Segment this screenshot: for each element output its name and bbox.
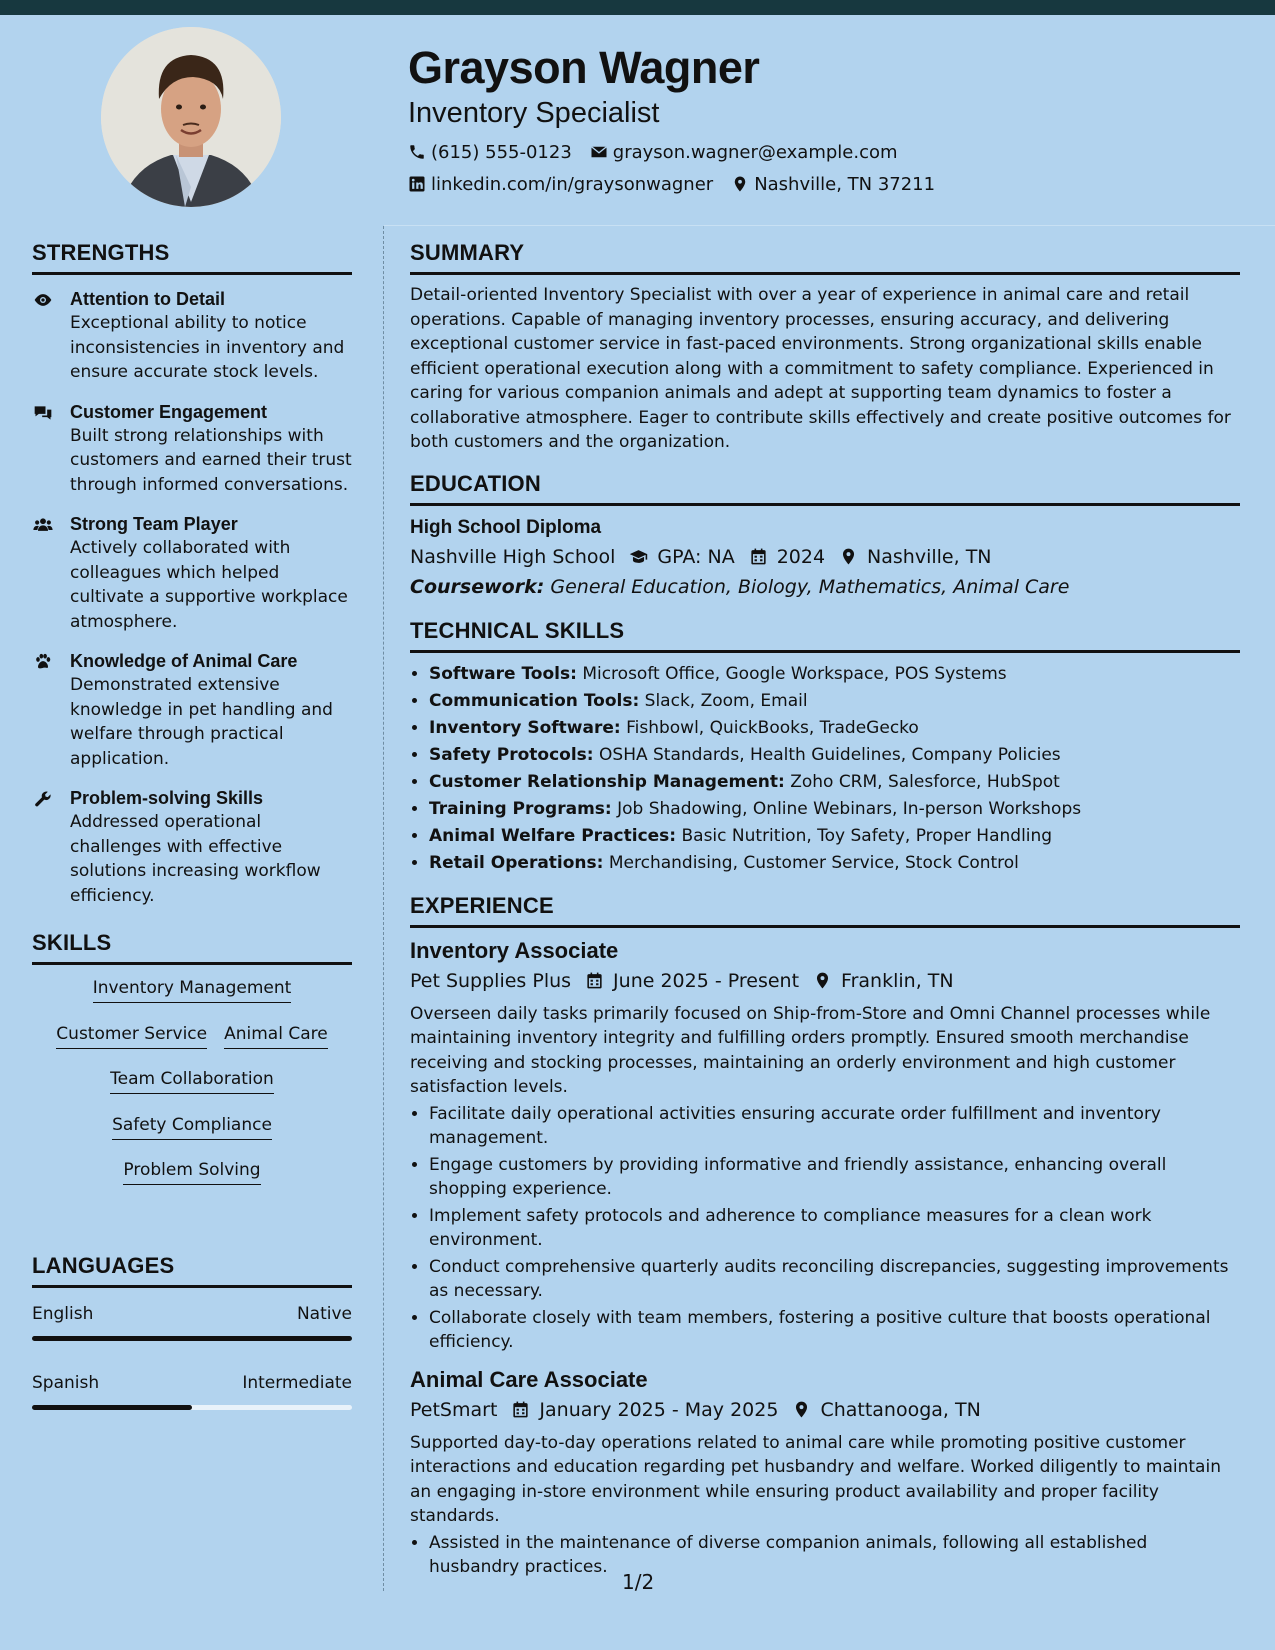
map-pin-icon xyxy=(792,1400,811,1419)
skill-tag: Animal Care xyxy=(224,1023,328,1049)
strength-desc: Demonstrated extensive knowledge in pet handling and welfare through practical application. xyxy=(70,675,333,769)
right-column xyxy=(410,240,1240,1582)
summary-text: Detail-oriented Inventory Specialist with over a year of experience in animal care and retail operations. Capable of managing inventory processes, ensuring accuracy, and delivering exceptional customer service in fast-paced environments. Strong organizational skills enable efficient operational execution along with a commitment to safety compliance. Experienced in caring for various companion animals and adept at supporting team dynamics to foster a collaborative atmosphere. Eager to contribute skills effectively and create positive outcomes for both customers and the organization. xyxy=(410,285,1231,452)
job-dates: January 2025 - May 2025 xyxy=(539,1398,779,1421)
list-item: • Implement safety protocols and adherence to compliance measures for a clean work environment. xyxy=(429,1204,1240,1253)
company-name: PetSmart xyxy=(410,1398,498,1421)
strength-item xyxy=(32,649,352,771)
list-item: • Assisted in the maintenance of diverse companion animals, following all established husbandry practices. xyxy=(429,1531,1240,1580)
skill-tag: Problem Solving xyxy=(123,1159,260,1185)
list-item: • Software Tools: Microsoft Office, Google Workspace, POS Systems xyxy=(429,661,1240,688)
summary-heading: SUMMARY xyxy=(410,240,1240,275)
coursework-text: General Education, Biology, Mathematics, Animal Care xyxy=(550,575,1070,598)
calendar-icon xyxy=(749,547,768,566)
strength-name: Attention to Detail xyxy=(70,289,225,309)
linkedin-contact xyxy=(408,174,713,195)
language-level: Intermediate xyxy=(242,1372,352,1393)
school-location: Nashville, TN xyxy=(867,545,992,568)
languages-heading: LANGUAGES xyxy=(32,1253,352,1288)
language-level: Native xyxy=(296,1303,352,1324)
language-item xyxy=(32,1302,352,1341)
strength-desc: Actively collaborated with colleagues which helped cultivate a supportive workplace atmosphere. xyxy=(70,538,348,632)
candidate-name: Grayson Wagner xyxy=(408,42,760,93)
phone-contact xyxy=(408,142,572,163)
paw-icon xyxy=(32,652,54,672)
envelope-icon xyxy=(590,143,608,161)
header-divider xyxy=(384,225,1275,226)
eye-icon xyxy=(32,290,54,310)
list-item: • Inventory Software: Fishbowl, QuickBooks, TradeGecko xyxy=(429,715,1240,742)
page-number: 1/2 xyxy=(622,1570,655,1594)
top-accent-bar xyxy=(0,0,1275,15)
job-bullets xyxy=(410,1102,1240,1355)
candidate-title: Inventory Specialist xyxy=(408,97,660,129)
job-meta xyxy=(410,966,1240,996)
school-name: Nashville High School xyxy=(410,545,616,568)
list-item: • Communication Tools: Slack, Zoom, Email xyxy=(429,688,1240,715)
map-pin-icon xyxy=(839,547,858,566)
list-item: • Engage customers by providing informative and friendly assistance, enhancing overall shopping experience. xyxy=(429,1153,1240,1202)
technical-skills-heading: TECHNICAL SKILLS xyxy=(410,618,1240,653)
skill-tag: Customer Service xyxy=(56,1023,207,1049)
strength-item xyxy=(32,287,352,385)
contact-row-1 xyxy=(408,136,1248,168)
linkedin-icon xyxy=(408,175,426,193)
languages-section xyxy=(32,1253,352,1410)
strength-desc: Addressed operational challenges with effective solutions increasing workflow efficiency. xyxy=(70,812,321,906)
language-proficiency-fill xyxy=(32,1405,192,1410)
map-pin-icon xyxy=(731,175,749,193)
technical-skills-list xyxy=(410,661,1240,877)
job-description: Supported day-to-day operations related to animal care while promoting positive customer interactions and education regarding pet husbandry and welfare. Worked diligently to maintain an engaging in-store environment while ensuring product availability and proper facility standards. xyxy=(410,1432,1221,1526)
language-proficiency-fill xyxy=(32,1336,352,1341)
strength-item xyxy=(32,512,352,634)
job-bullets xyxy=(410,1531,1240,1580)
location-contact xyxy=(731,174,935,195)
location-text: Nashville, TN 37211 xyxy=(754,173,936,195)
strength-name: Knowledge of Animal Care xyxy=(70,651,298,671)
strengths-heading: STRENGTHS xyxy=(32,240,352,275)
experience-heading: EXPERIENCE xyxy=(410,893,1240,928)
company-name: Pet Supplies Plus xyxy=(410,969,572,992)
strength-name: Problem-solving Skills xyxy=(70,788,264,808)
strength-item xyxy=(32,786,352,908)
strength-item xyxy=(32,400,352,498)
job-entry xyxy=(410,936,1240,1355)
job-location: Franklin, TN xyxy=(841,969,954,992)
graduation-year: 2024 xyxy=(776,545,826,568)
profile-photo xyxy=(101,27,281,207)
job-dates: June 2025 - Present xyxy=(613,969,800,992)
calendar-icon xyxy=(585,971,604,990)
skill-tag: Team Collaboration xyxy=(110,1068,274,1094)
phone-icon xyxy=(408,143,426,161)
job-description: Overseen daily tasks primarily focused on Ship-from-Store and Omni Channel processes while maintaining inventory integrity and fulfilling orders promptly. Ensured smooth merchandise receiving and stocking processes, maintaining an orderly environment and high customer satisfaction levels. xyxy=(410,1003,1211,1097)
degree-title: High School Diploma xyxy=(410,516,602,538)
email-contact xyxy=(590,142,898,163)
list-item: • Customer Relationship Management: Zoho CRM, Salesforce, HubSpot xyxy=(429,769,1240,796)
language-item xyxy=(32,1371,352,1410)
linkedin-text: linkedin.com/in/graysonwagner xyxy=(431,173,714,195)
column-divider xyxy=(383,226,384,1591)
strength-name: Strong Team Player xyxy=(70,514,238,534)
list-item: • Animal Welfare Practices: Basic Nutrition, Toy Safety, Proper Handling xyxy=(429,823,1240,850)
gpa-text: GPA: NA xyxy=(657,545,735,568)
coursework-line xyxy=(410,572,1240,602)
education-meta xyxy=(410,542,1240,572)
job-title: Animal Care Associate xyxy=(410,1366,648,1392)
users-icon xyxy=(32,515,54,535)
job-meta xyxy=(410,1395,1240,1425)
job-location: Chattanooga, TN xyxy=(820,1398,981,1421)
language-name: Spanish xyxy=(32,1372,100,1393)
left-column xyxy=(32,240,352,1440)
wrench-icon xyxy=(32,789,54,809)
map-pin-icon xyxy=(813,971,832,990)
strength-desc: Exceptional ability to notice inconsistencies in inventory and ensure accurate stock levels. xyxy=(70,313,345,382)
language-proficiency-bar xyxy=(32,1336,352,1341)
list-item: • Safety Protocols: OSHA Standards, Health Guidelines, Company Policies xyxy=(429,742,1240,769)
list-item: • Collaborate closely with team members, fostering a positive culture that boosts operational efficiency. xyxy=(429,1306,1240,1355)
language-proficiency-bar xyxy=(32,1405,352,1410)
list-item: • Conduct comprehensive quarterly audits reconciling discrepancies, suggesting improvements as necessary. xyxy=(429,1255,1240,1304)
list-item: • Retail Operations: Merchandising, Customer Service, Stock Control xyxy=(429,850,1240,877)
strength-name: Customer Engagement xyxy=(70,401,268,422)
email-text: grayson.wagner@example.com xyxy=(612,141,898,163)
coursework-label: Coursework: xyxy=(410,575,545,598)
skill-tag: Inventory Management xyxy=(93,977,292,1003)
strength-desc: Built strong relationships with customers and earned their trust through informed conversations. xyxy=(70,425,352,495)
job-entry xyxy=(410,1365,1240,1580)
phone-text: (615) 555-0123 xyxy=(431,141,572,163)
contact-row-2 xyxy=(408,168,1248,200)
education-heading: EDUCATION xyxy=(410,471,1240,506)
resume-header xyxy=(408,40,1248,200)
comments-icon xyxy=(32,403,54,423)
list-item: • Training Programs: Job Shadowing, Online Webinars, In-person Workshops xyxy=(429,796,1240,823)
skills-heading: SKILLS xyxy=(32,930,352,965)
list-item: • Facilitate daily operational activities ensuring accurate order fulfillment and inventory management. xyxy=(429,1102,1240,1151)
job-title: Inventory Associate xyxy=(410,937,619,963)
skill-tag: Safety Compliance xyxy=(112,1114,272,1140)
calendar-icon xyxy=(511,1400,530,1419)
language-name: English xyxy=(32,1303,94,1324)
graduation-cap-icon xyxy=(629,547,648,566)
skills-section xyxy=(32,930,352,1205)
